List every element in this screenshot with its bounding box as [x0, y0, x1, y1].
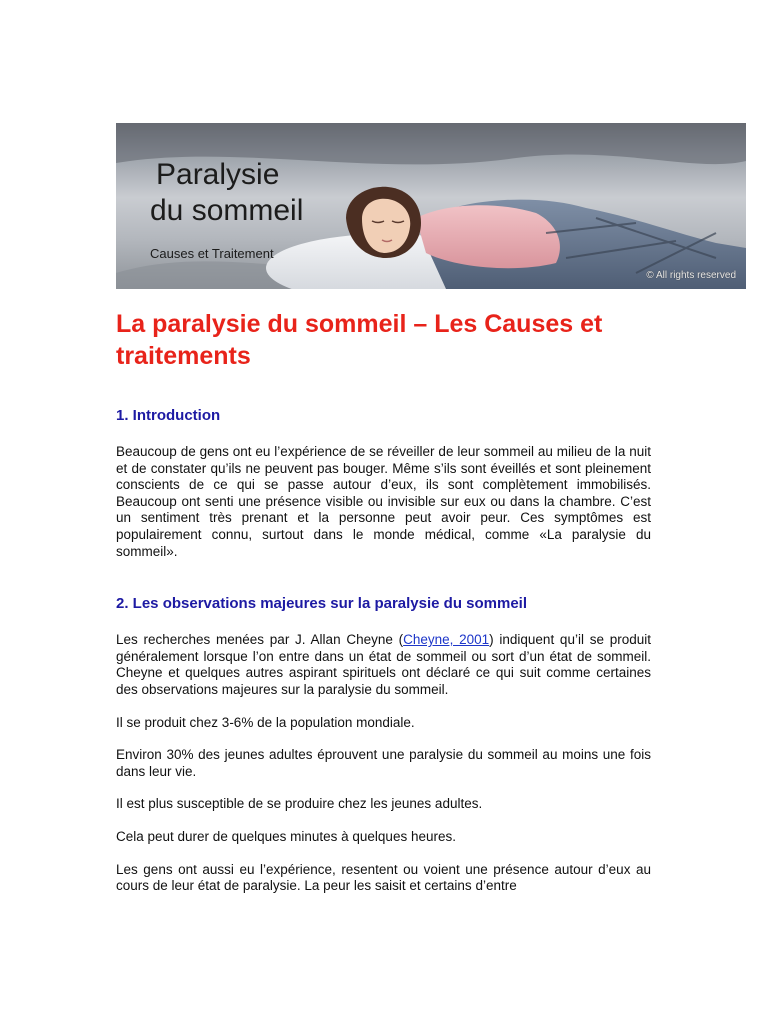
observation-paragraph: Cela peut durer de quelques minutes à quelques heures. — [116, 828, 456, 844]
banner-title-line-1: Paralysie — [156, 158, 280, 191]
cheyne-2001-link[interactable]: Cheyne, 2001 — [403, 632, 490, 648]
banner-title-line-2: du sommeil — [150, 194, 304, 227]
intro-text-after-link: ) indiquent qu’il se produit généralement lorsque l’on entre dans un état de sommeil ou sort d’un état de sommeil. Cheyne et quelques autres aspirant spirituels ont déclaré ce qui suit comme certaines des observations majeures sur la paralysie du sommeil. — [116, 632, 651, 697]
banner-image — [116, 123, 746, 289]
banner-subtitle: Causes et Traitement — [150, 246, 274, 261]
introduction-paragraph: Beaucoup de gens ont eu l’expérience de se réveiller de leur sommeil au milieu de la nuit et de constater qu’ils ne peuvent pas bouger. Même s’ils sont éveillés et sont pleinement conscients de ce qui se passe autour d’eux, ils sont complètement immobilisés. Beaucoup ont senti une présence visible ou invisible sur eux ou dans la chambre. C’est un sentiment très prenant et la personne peut avoir peur. Ces symptômes est populairement connu, surtout dans le monde médical, comme «La paralysie du sommeil». — [116, 444, 651, 559]
intro-text-before-link: Les recherches menées par J. Allan Cheyne ( — [116, 632, 404, 648]
section-heading-introduction: 1. Introduction — [116, 407, 221, 424]
observations-intro-paragraph — [116, 632, 651, 698]
banner-title — [150, 157, 390, 229]
observation-paragraph: Il se produit chez 3-6% de la population mondiale. — [116, 714, 415, 730]
observation-paragraph: Environ 30% des jeunes adultes éprouvent une paralysie du sommeil au moins une fois dans leur vie. — [116, 747, 651, 779]
article-content — [116, 308, 651, 895]
observation-paragraph: Les gens ont aussi eu l’expérience, resentent ou voient une présence autour d’eux au cours de leur état de paralysie. La peur les saisit et certains d’entre — [116, 861, 651, 894]
observation-paragraph: Il est plus susceptible de se produire chez les jeunes adultes. — [116, 796, 483, 812]
copyright-notice: © All rights reserved — [646, 270, 736, 281]
article-title: La paralysie du sommeil – Les Causes et traitements — [116, 310, 603, 370]
section-heading-observations: 2. Les observations majeures sur la paralysie du sommeil — [116, 595, 528, 613]
